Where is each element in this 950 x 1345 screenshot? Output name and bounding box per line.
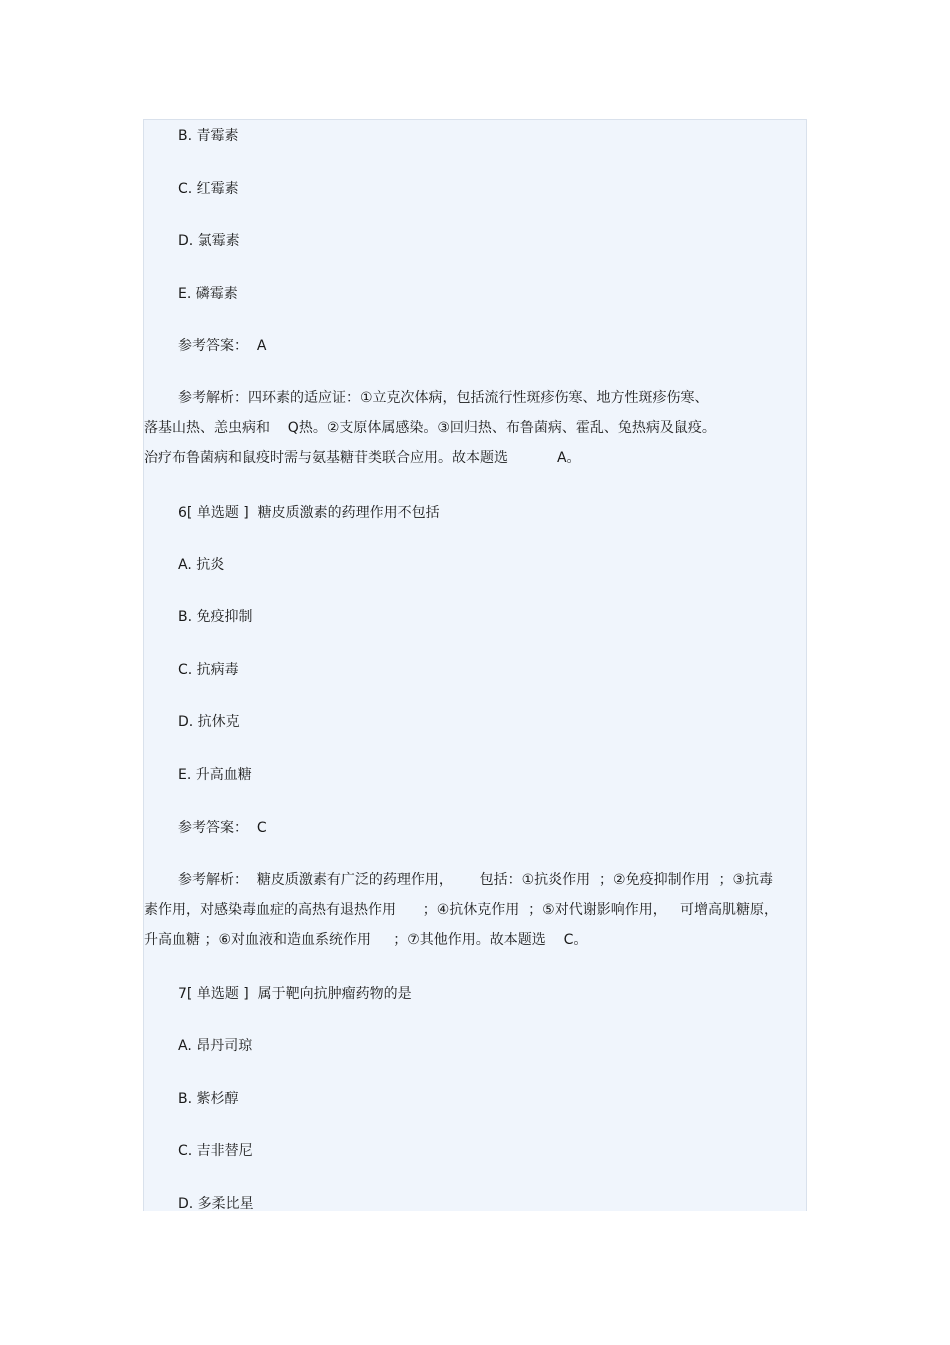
q6-option-c: C. 抗病毒 [178, 662, 239, 678]
q5-option-e: E. 磷霉素 [178, 286, 238, 302]
q6-analysis-line: 素作用，对感染毒血症的高热有退热作用 ；④抗休克作用 ；⑤对代谢影响作用， 可增高肌糖原， [144, 902, 779, 918]
q7-option-c: C. 吉非替尼 [178, 1143, 253, 1159]
q6-stem: 6[ 单选题 ] 糖皮质激素的药理作用不包括 [178, 505, 440, 521]
q7-option-a: A. 昂丹司琼 [178, 1038, 253, 1054]
q6-option-e: E. 升高血糖 [178, 767, 252, 783]
q6-analysis [144, 865, 807, 955]
q5-option-c: C. 红霉素 [178, 181, 239, 197]
q7-option-b: B. 紫杉醇 [178, 1091, 239, 1107]
q6-analysis-line: 参考解析： 糖皮质激素有广泛的药理作用， 包括：①抗炎作用 ；②免疫抑制作用 ；③抗毒 [178, 872, 774, 888]
q6-option-d: D. 抗休克 [178, 714, 240, 730]
q7-option-d: D. 多柔比星 [178, 1196, 254, 1211]
q5-option-d: D. 氯霉素 [178, 233, 240, 249]
q7-stem: 7[ 单选题 ] 属于靶向抗肿瘤药物的是 [178, 986, 412, 1002]
q5-answer: 参考答案： A [178, 338, 267, 354]
q5-analysis [144, 383, 807, 473]
q6-analysis-line: 升高血糖 ；⑥对血液和造血系统作用 ；⑦其他作用。故本题选 C。 [144, 932, 588, 948]
q5-analysis-line: 治疗布鲁菌病和鼠疫时需与氨基糖苷类联合应用。故本题选 A。 [144, 450, 581, 466]
q6-option-b: B. 免疫抑制 [178, 609, 253, 625]
q5-analysis-line: 参考解析：四环素的适应证：①立克次体病，包括流行性斑疹伤寒、地方性斑疹伤寒、 [178, 390, 709, 406]
q6-answer: 参考答案： C [178, 820, 267, 836]
q6-option-a: A. 抗炎 [178, 557, 225, 573]
q5-option-b: B. 青霉素 [178, 128, 239, 144]
question-panel [143, 119, 807, 1211]
q5-analysis-line: 落基山热、恙虫病和 Q热。②支原体属感染。③回归热、布鲁菌病、霍乱、兔热病及鼠疫。 [144, 420, 716, 436]
